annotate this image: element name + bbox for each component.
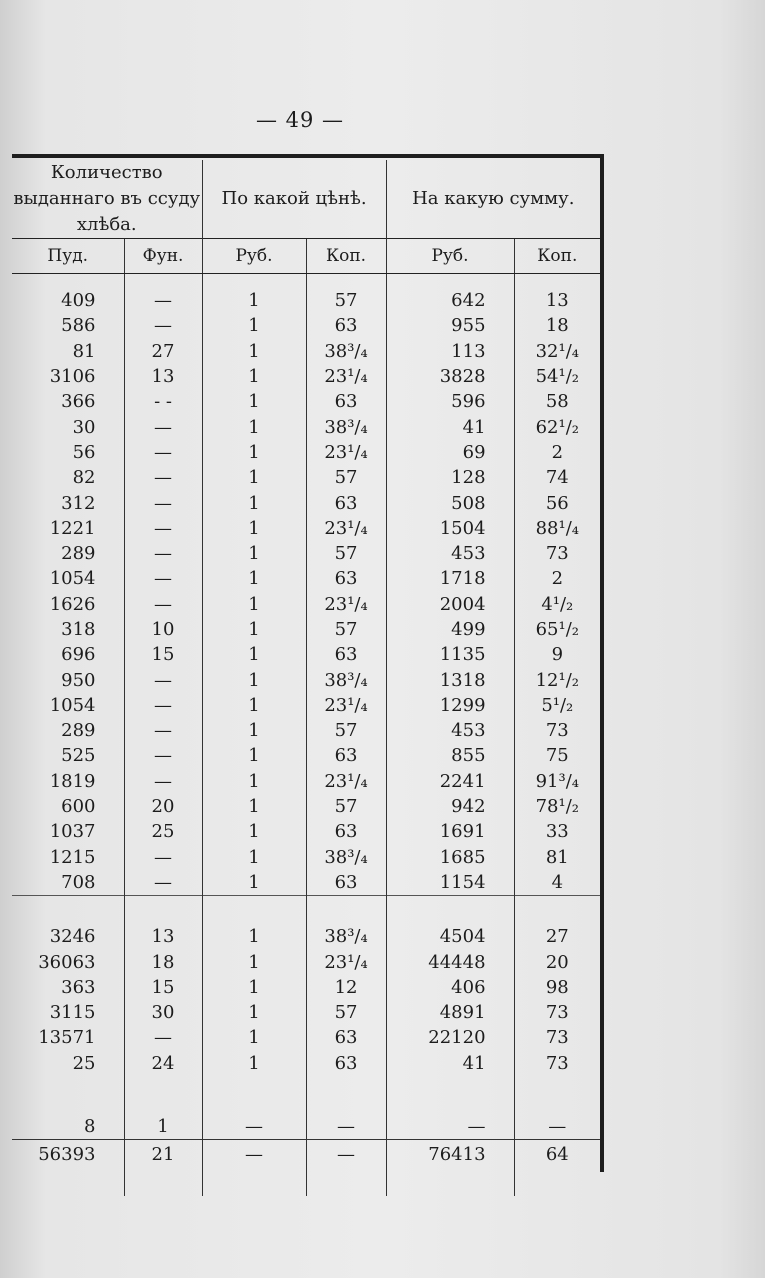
cell-pud: 1626 [49, 593, 96, 615]
cell-sum-kop: 27 [514, 924, 600, 949]
cell-fun: — [124, 1025, 202, 1050]
cell-sum-kop: 4 [514, 870, 600, 896]
cell-fun: 20 [124, 794, 202, 819]
cell-sum-rub: 1318 [386, 667, 514, 692]
cell-price-kop: 63 [306, 642, 386, 667]
header-row-units [12, 239, 600, 274]
cell-price-rub: 1 [202, 718, 306, 743]
table-row [12, 566, 600, 591]
cell-fun [124, 1076, 202, 1114]
cell-sum-rub: 2241 [386, 769, 514, 794]
cell-pud: 312 [61, 492, 96, 514]
cell-pud: 708 [61, 871, 96, 893]
cell-fun: 15 [124, 642, 202, 667]
table-row [12, 642, 600, 667]
cell-pud: 3246 [49, 926, 96, 948]
table-row [12, 592, 600, 617]
header-price-kop: Коп. [306, 239, 386, 274]
cell-sum-kop: 5¹/₂ [514, 693, 600, 718]
cell-price-rub: 1 [202, 743, 306, 768]
cell-fun: 18 [124, 949, 202, 974]
cell-price-rub: — [202, 1140, 306, 1169]
cell-pud: 30 [72, 416, 96, 438]
cell-price-kop: 38³/₄ [306, 667, 386, 692]
cell-sum-kop: 73 [514, 1025, 600, 1050]
cell-sum-rub: 4504 [386, 924, 514, 949]
cell-fun: — [124, 743, 202, 768]
cell-price-rub: 1 [202, 592, 306, 617]
cell-price-kop [306, 1076, 386, 1114]
cell-fun: — [124, 693, 202, 718]
cell-price-kop: 63 [306, 389, 386, 414]
cell-pud: 1819 [49, 770, 96, 792]
cell-pud: 13571 [38, 1027, 96, 1049]
cell-pud: 600 [61, 796, 96, 818]
cell-price-rub: 1 [202, 566, 306, 591]
header-fun: Фун. [124, 239, 202, 274]
cell-price-kop: 63 [306, 490, 386, 515]
cell-price-rub: 1 [202, 414, 306, 439]
right-border-bar [600, 154, 604, 1172]
cell-price-rub: 1 [202, 541, 306, 566]
cell-sum-rub: 3828 [386, 364, 514, 389]
cell-sum-rub: 406 [386, 975, 514, 1000]
cell-fun: — [124, 845, 202, 870]
cell-fun: 13 [124, 924, 202, 949]
table-row [12, 516, 600, 541]
cell-sum-kop [514, 1076, 600, 1114]
cell-fun [124, 1168, 202, 1196]
cell-fun: 25 [124, 819, 202, 844]
cell-sum-rub: 44448 [386, 949, 514, 974]
cell-sum-rub: 855 [386, 743, 514, 768]
table-row [12, 794, 600, 819]
cell-pud [12, 1076, 124, 1114]
cell-sum-kop: 18 [514, 313, 600, 338]
cell-pud: 36063 [38, 951, 96, 973]
header-quantity: Количество выданнаго въ ссуду хлѣба. [13, 162, 201, 235]
total-row [12, 1140, 600, 1169]
cell-price-kop: 23¹/₄ [306, 949, 386, 974]
cell-sum-kop: 2 [514, 440, 600, 465]
cell-sum-kop: 20 [514, 949, 600, 974]
bread-loan-table [12, 160, 600, 1196]
table-row [12, 924, 600, 949]
cell-price-kop: 23¹/₄ [306, 516, 386, 541]
table-row [12, 389, 600, 414]
cell-pud: 525 [61, 745, 96, 767]
table-row [12, 718, 600, 743]
cell-price-rub: 1 [202, 769, 306, 794]
cell-fun: — [124, 440, 202, 465]
cell-fun: — [124, 313, 202, 338]
cell-price-kop: 63 [306, 566, 386, 591]
cell-sum-kop: 33 [514, 819, 600, 844]
tail-row [12, 1168, 600, 1196]
cell-pud: 289 [61, 720, 96, 742]
cell-price-kop: 57 [306, 794, 386, 819]
cell-price-kop: 57 [306, 718, 386, 743]
cell-sum-rub: 1154 [386, 870, 514, 896]
cell-price-kop: 38³/₄ [306, 924, 386, 949]
header-row-groups [12, 160, 600, 239]
cell-pud: 82 [72, 467, 96, 489]
cell-pud: 25 [72, 1052, 96, 1074]
cell-fun: - - [124, 389, 202, 414]
table-row [12, 313, 600, 338]
cell-price-kop: 57 [306, 617, 386, 642]
table-row [12, 617, 600, 642]
cell-price-rub: 1 [202, 364, 306, 389]
table-row [12, 339, 600, 364]
cell-fun: 1 [124, 1114, 202, 1140]
cell-fun: — [124, 667, 202, 692]
cell-sum-rub: 642 [386, 288, 514, 313]
cell-sum-kop: 54¹/₂ [514, 364, 600, 389]
header-price: По какой цѣнѣ. [202, 160, 386, 239]
cell-price-rub: 1 [202, 975, 306, 1000]
cell-price-kop: 63 [306, 1051, 386, 1076]
cell-price-rub [202, 1076, 306, 1114]
cell-sum-kop: 13 [514, 288, 600, 313]
cell-sum-kop: 75 [514, 743, 600, 768]
header-price-rub: Руб. [202, 239, 306, 274]
cell-fun: — [124, 769, 202, 794]
cell-pud: 56393 [12, 1140, 124, 1169]
header-pud: Пуд. [12, 239, 124, 274]
table-row [12, 465, 600, 490]
cell-sum-kop: 12¹/₂ [514, 667, 600, 692]
cell-sum-rub: — [386, 1114, 514, 1140]
cell-pud: 318 [61, 619, 96, 640]
cell-sum-kop: 58 [514, 389, 600, 414]
cell-price-kop [306, 896, 386, 925]
cell-price-kop: 38³/₄ [306, 845, 386, 870]
cell-price-kop: 63 [306, 870, 386, 896]
cell-sum-rub: 955 [386, 313, 514, 338]
table-row [12, 288, 600, 313]
cell-sum-kop: 2 [514, 566, 600, 591]
cell-price-kop: 63 [306, 1025, 386, 1050]
spacer-row [12, 274, 600, 289]
cell-price-rub: 1 [202, 870, 306, 896]
cell-pud: 8 [84, 1116, 96, 1138]
header-sum-kop: Коп. [514, 239, 600, 274]
cell-pud: 696 [61, 644, 96, 666]
header-sum: На какую сумму. [386, 160, 600, 239]
cell-sum-rub: 41 [386, 1051, 514, 1076]
cell-pud: 363 [61, 976, 96, 998]
page-number: — 49 — [255, 108, 345, 132]
cell-price-rub: 1 [202, 1000, 306, 1025]
cell-price-rub: 1 [202, 794, 306, 819]
table-row [12, 1051, 600, 1076]
cell-price-kop: 57 [306, 288, 386, 313]
cell-sum-kop: 73 [514, 718, 600, 743]
cell-sum-kop: — [514, 1114, 600, 1140]
cell-sum-kop: 73 [514, 1051, 600, 1076]
cell-sum-rub: 76413 [386, 1140, 514, 1169]
cell-fun: — [124, 566, 202, 591]
cell-pud: 1054 [49, 568, 96, 590]
cell-pud: 409 [61, 290, 96, 312]
cell-price-rub: 1 [202, 642, 306, 667]
cell-sum-rub [386, 1076, 514, 1114]
cell-price-rub: — [202, 1114, 306, 1140]
cell-pud [12, 1168, 124, 1196]
table-row [12, 364, 600, 389]
table-row [12, 845, 600, 870]
cell-pud: 950 [61, 669, 96, 691]
cell-fun: — [124, 490, 202, 515]
cell-fun: — [124, 414, 202, 439]
cell-pud: 1037 [49, 821, 96, 843]
cell-sum-rub: 1135 [386, 642, 514, 667]
cell-sum-kop: 32¹/₄ [514, 339, 600, 364]
cell-price-kop: 12 [306, 975, 386, 1000]
cell-price-rub: 1 [202, 617, 306, 642]
cell-price-rub: 1 [202, 339, 306, 364]
cell-price-kop: 57 [306, 1000, 386, 1025]
cell-sum-rub: 1504 [386, 516, 514, 541]
cell-sum-rub: 942 [386, 794, 514, 819]
cell-sum-kop: 98 [514, 975, 600, 1000]
cell-sum-kop: 4¹/₂ [514, 592, 600, 617]
cell-pud: 3115 [49, 1002, 96, 1024]
cell-price-rub: 1 [202, 389, 306, 414]
cell-fun: — [124, 541, 202, 566]
cell-fun: 27 [124, 339, 202, 364]
cell-sum-rub: 453 [386, 718, 514, 743]
cell-price-rub: 1 [202, 845, 306, 870]
cell-fun: — [124, 465, 202, 490]
cell-sum-rub: 113 [386, 339, 514, 364]
table-row [12, 693, 600, 718]
cell-sum-kop: 73 [514, 1000, 600, 1025]
cell-price-rub: 1 [202, 490, 306, 515]
cell-price-rub: 1 [202, 288, 306, 313]
cell-sum-kop: 56 [514, 490, 600, 515]
cell-sum-rub: 508 [386, 490, 514, 515]
cell-price-rub: 1 [202, 1025, 306, 1050]
cell-price-rub [202, 1168, 306, 1196]
cell-sum-kop: 91³/₄ [514, 769, 600, 794]
cell-pud [12, 896, 124, 925]
table-row [12, 414, 600, 439]
cell-pud: 289 [61, 543, 96, 565]
cell-fun: — [124, 516, 202, 541]
cell-price-kop: 38³/₄ [306, 414, 386, 439]
cell-fun [124, 896, 202, 925]
spacer-row [12, 1076, 600, 1114]
cell-price-kop: 38³/₄ [306, 339, 386, 364]
cell-pud: 586 [61, 315, 96, 337]
cell-sum-rub: 1299 [386, 693, 514, 718]
cell-sum-rub: 596 [386, 389, 514, 414]
cell-sum-rub: 41 [386, 414, 514, 439]
table-row [12, 819, 600, 844]
table-body [12, 274, 600, 1197]
cell-sum-kop: 74 [514, 465, 600, 490]
cell-price-kop: 23¹/₄ [306, 693, 386, 718]
cell-sum-rub: 453 [386, 541, 514, 566]
cell-sum-rub: 2004 [386, 592, 514, 617]
cell-sum-rub [386, 1168, 514, 1196]
cell-sum-rub: 69 [386, 440, 514, 465]
table-row [12, 1000, 600, 1025]
cell-fun: 15 [124, 975, 202, 1000]
cell-sum-rub: 1718 [386, 566, 514, 591]
cell-fun: 24 [124, 1051, 202, 1076]
cell-sum-kop: 9 [514, 642, 600, 667]
cell-price-rub: 1 [202, 667, 306, 692]
table-row [12, 1025, 600, 1050]
cell-sum-kop [514, 896, 600, 925]
table-row [12, 490, 600, 515]
cell-price-rub: 1 [202, 313, 306, 338]
cell-price-rub: 1 [202, 516, 306, 541]
cell-sum-rub: 4891 [386, 1000, 514, 1025]
cell-sum-kop: 73 [514, 541, 600, 566]
cell-price-rub: 1 [202, 949, 306, 974]
cell-sum-kop: 65¹/₂ [514, 617, 600, 642]
cell-pud: 81 [72, 340, 96, 362]
cell-price-kop [306, 1168, 386, 1196]
cell-price-rub: 1 [202, 465, 306, 490]
cell-price-rub: 1 [202, 693, 306, 718]
separator-row [12, 896, 600, 925]
table-row [12, 975, 600, 1000]
table-row [12, 541, 600, 566]
cell-fun: 30 [124, 1000, 202, 1025]
cell-fun: 13 [124, 364, 202, 389]
header-sum-rub: Руб. [386, 239, 514, 274]
cell-price-rub: 1 [202, 440, 306, 465]
cell-sum-rub: 499 [386, 617, 514, 642]
cell-price-kop: — [306, 1114, 386, 1140]
table-row [12, 949, 600, 974]
cell-price-rub: 1 [202, 819, 306, 844]
cell-price-kop: 63 [306, 743, 386, 768]
cell-price-rub: 1 [202, 1051, 306, 1076]
table-row [12, 743, 600, 768]
cell-pud: 3106 [49, 366, 96, 388]
cell-fun: — [124, 718, 202, 743]
cell-price-kop: 63 [306, 819, 386, 844]
cell-pud: 1215 [49, 846, 96, 868]
cell-pud: 1221 [49, 517, 96, 539]
cell-price-kop: — [306, 1140, 386, 1169]
cell-fun: 21 [124, 1140, 202, 1169]
cell-sum-rub: 22120 [386, 1025, 514, 1050]
cell-price-kop: 57 [306, 465, 386, 490]
cell-price-rub [202, 896, 306, 925]
cell-price-kop: 23¹/₄ [306, 769, 386, 794]
cell-fun: 10 [124, 617, 202, 642]
cell-price-kop: 23¹/₄ [306, 364, 386, 389]
cell-pud: 1054 [49, 694, 96, 716]
cell-sum-kop: 88¹/₄ [514, 516, 600, 541]
cell-fun: — [124, 592, 202, 617]
cell-fun: — [124, 870, 202, 896]
table-row [12, 1114, 600, 1140]
cell-fun: — [124, 288, 202, 313]
cell-sum-kop: 62¹/₂ [514, 414, 600, 439]
cell-price-kop: 63 [306, 313, 386, 338]
cell-sum-rub: 1691 [386, 819, 514, 844]
cell-price-kop: 23¹/₄ [306, 592, 386, 617]
cell-price-kop: 23¹/₄ [306, 440, 386, 465]
cell-price-rub: 1 [202, 924, 306, 949]
cell-price-kop: 57 [306, 541, 386, 566]
cell-sum-rub: 128 [386, 465, 514, 490]
table-row [12, 440, 600, 465]
cell-sum-rub: 1685 [386, 845, 514, 870]
cell-sum-kop: 81 [514, 845, 600, 870]
cell-sum-rub [386, 896, 514, 925]
cell-sum-kop: 64 [514, 1140, 600, 1169]
table-row [12, 769, 600, 794]
cell-pud: 56 [72, 441, 96, 463]
table-row [12, 667, 600, 692]
cell-pud: 366 [61, 391, 96, 413]
table-row [12, 870, 600, 896]
cell-sum-kop: 78¹/₂ [514, 794, 600, 819]
top-rule [12, 154, 602, 158]
cell-sum-kop [514, 1168, 600, 1196]
